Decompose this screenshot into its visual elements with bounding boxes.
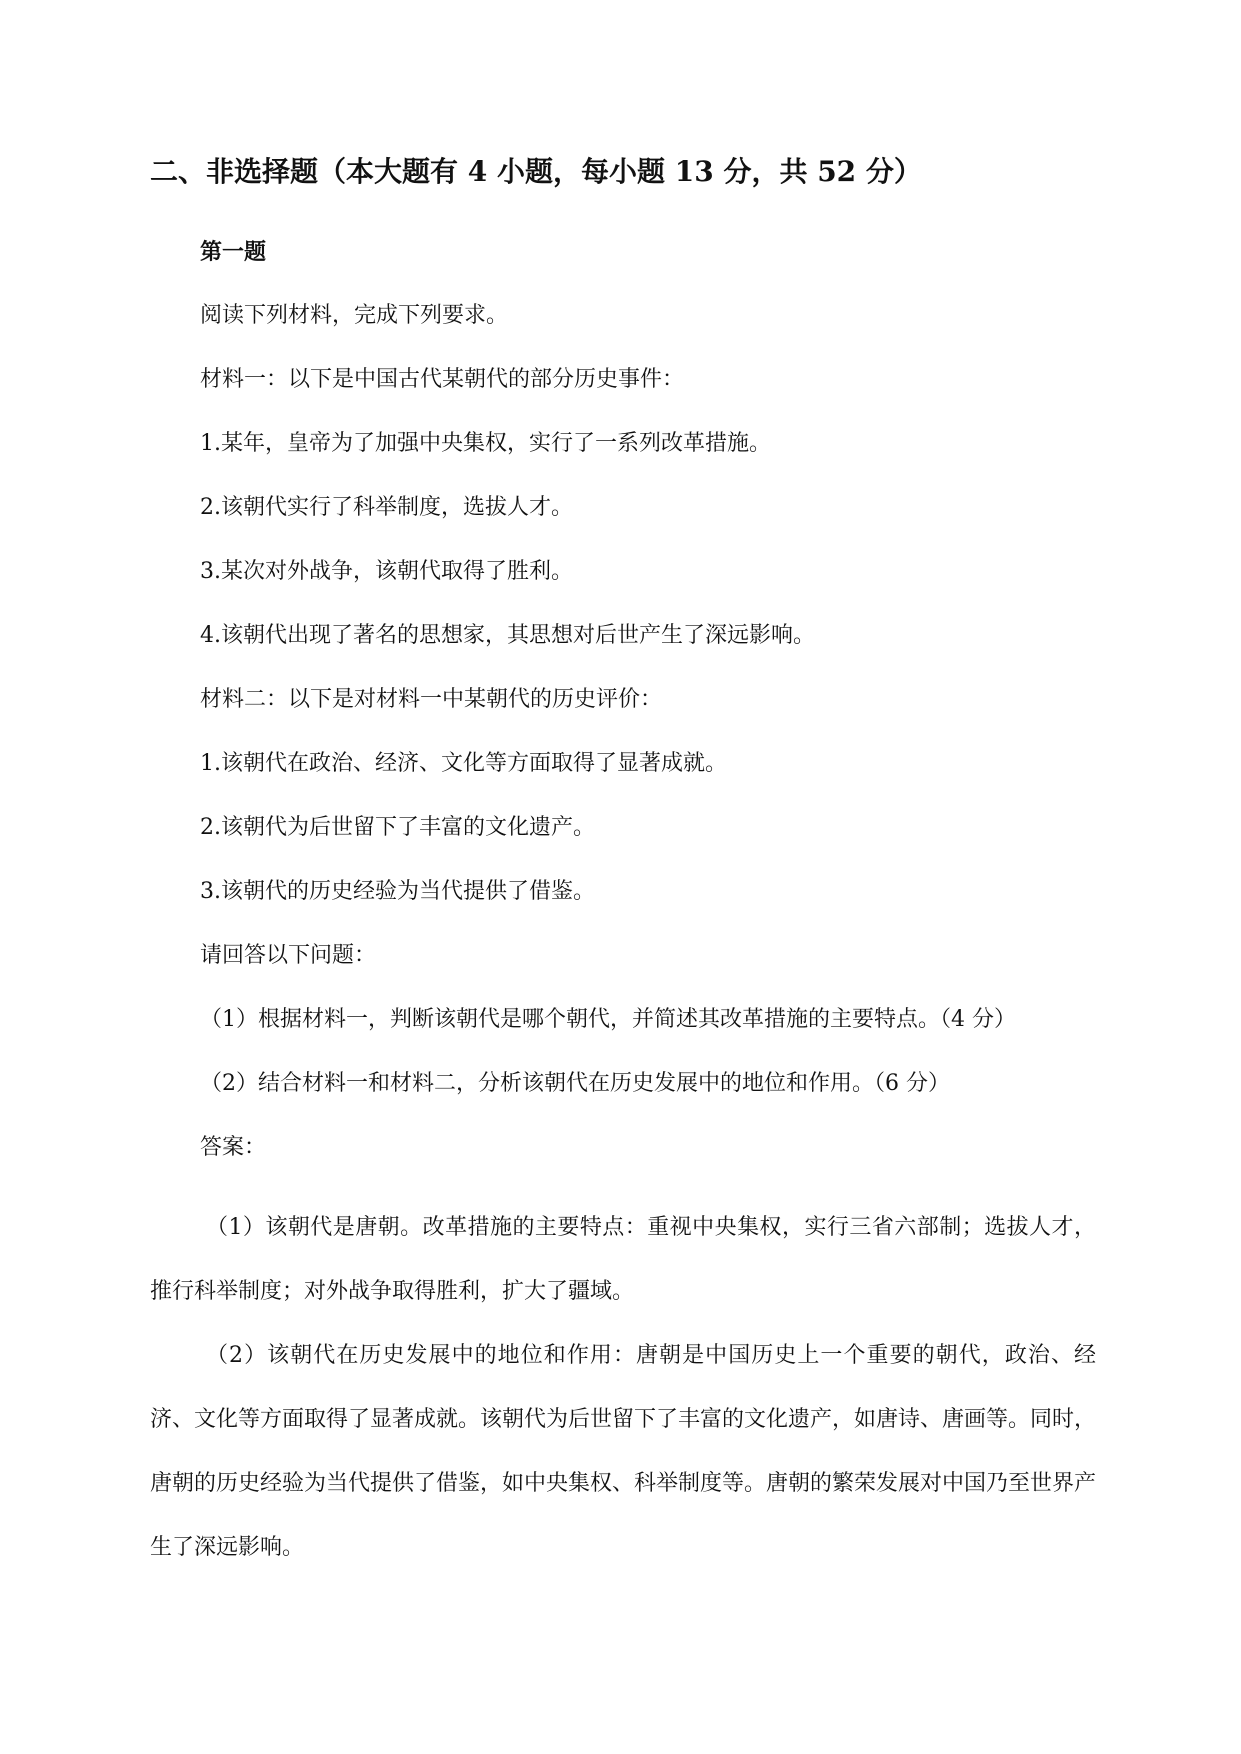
instruction-text: 阅读下列材料，完成下列要求。 (200, 303, 509, 328)
material2-heading: 材料二：以下是对材料一中某朝代的历史评价： (200, 687, 663, 712)
answer-label: 答案： (200, 1135, 267, 1160)
material1-item: 2.该朝代实行了科举制度，选拔人才。 (200, 495, 573, 520)
question-content (150, 236, 1096, 1580)
material2-item: 1.该朝代在政治、经济、文化等方面取得了显著成就。 (200, 751, 727, 776)
material2-item: 2.该朝代为后世留下了丰富的文化遗产。 (200, 815, 595, 840)
answer-paragraph: （2）该朝代在历史发展中的地位和作用：唐朝是中国历史上一个重要的朝代，政治、经济、文化等方面取得了显著成就。该朝代为后世留下了丰富的文化遗产，如唐诗、唐画等。同时，唐朝的历史经验为当代提供了借鉴，如中央集权、科举制度等。唐朝的繁荣发展对中国乃至世界产生了深远影响。 (150, 1343, 1097, 1560)
material1-item: 1.某年，皇帝为了加强中央集权，实行了一系列改革措施。 (200, 431, 771, 456)
section-title: 二、非选择题（本大题有 4 小题，每小题 13 分，共 52 分） (150, 155, 922, 188)
material1-item: 4.该朝代出现了著名的思想家，其思想对后世产生了深远影响。 (200, 623, 815, 648)
question-title: 第一题 (200, 239, 267, 265)
sub-question: （2）结合材料一和材料二，分析该朝代在历史发展中的地位和作用。（6 分） (200, 1071, 950, 1096)
sub-question: （1）根据材料一，判断该朝代是哪个朝代，并简述其改革措施的主要特点。（4 分） (200, 1007, 1016, 1032)
material1-heading: 材料一：以下是中国古代某朝代的部分历史事件： (200, 367, 685, 392)
prompt-text: 请回答以下问题： (200, 943, 377, 968)
answer-paragraph: （1）该朝代是唐朝。改革措施的主要特点：重视中央集权，实行三省六部制；选拔人才，推行科举制度；对外战争取得胜利，扩大了疆域。 (150, 1215, 1096, 1304)
material1-item: 3.某次对外战争，该朝代取得了胜利。 (200, 559, 573, 584)
material2-item: 3.该朝代的历史经验为当代提供了借鉴。 (200, 879, 595, 904)
